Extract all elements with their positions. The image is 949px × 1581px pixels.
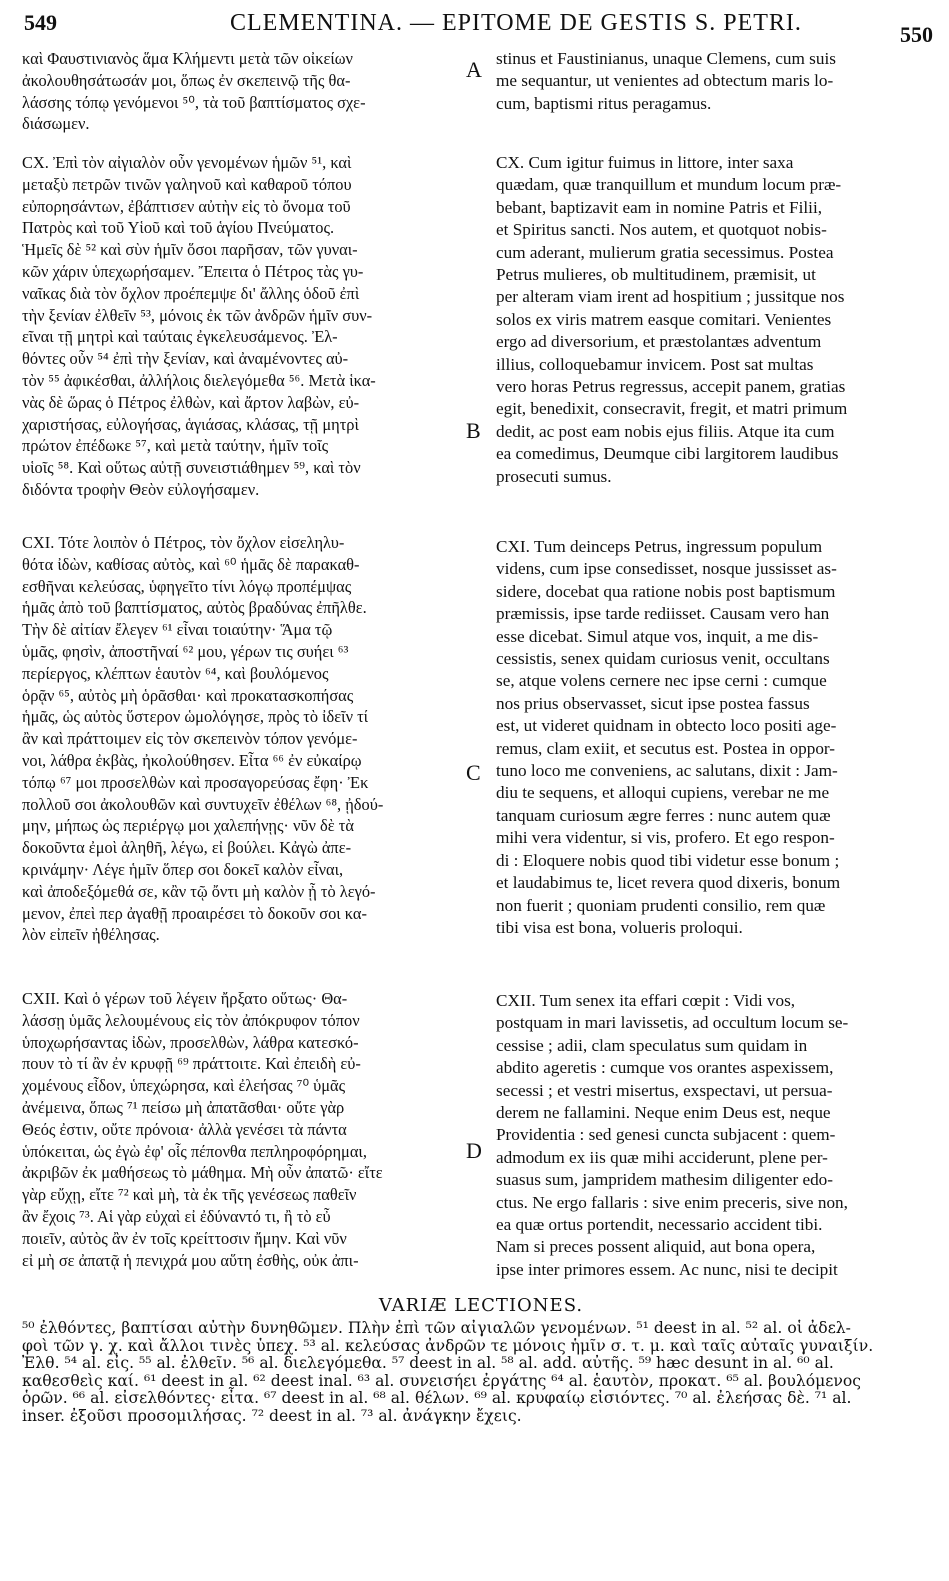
margin-letter-d: D — [466, 1138, 482, 1163]
variae-text: ⁵⁰ ἐλθόντες, βαπτίσαι αὐτὴν δυνηθῶμεν. Πλὴν ἐπὶ τῶν αἰγιαλῶν γενομένων. ⁵¹ deest in al. ⁵² al. οἱ ἀδελ- φοὶ τῶν γ. χ. καὶ ἄλλοι τινὲς ὑπεχ. ⁵³ al. κελεύσας ἀνδρῶν τε μόνοις ἡμῖν σ. τ. μ. καὶ ταῖς αὐταῖς γυναιξίν. Ἐλθ. ⁵⁴ al. εἰς. ⁵⁵ al. ἐλθεῖν. ⁵⁶ al. διελεγόμεθα. ⁵⁷ deest in al. ⁵⁸ al. add. αὐτῆς. ⁵⁹ hæc desunt in al. ⁶⁰ al. καθεσθεὶς καί. ⁶¹ deest in al. ⁶² deest inal. ⁶³ al. συνεισήει ἐργάτης ⁶⁴ al. ἑαυτὸν, προκατ. ⁶⁵ al. βουλόμενος ὁρῶν. ⁶⁶ al. εἰσελθόντες· εἶτα. ⁶⁷ deest in al. ⁶⁸ al. θέλων. ⁶⁹ al. κρυφαίῳ εἰσιόντες. ⁷⁰ al. ἐλεήσας δὲ. ⁷¹ al. inser. ἐξοῦσι προσομιλήσας. ⁷² deest in al. ⁷³ al. ἀνάγκην ἔχεις. — [22, 1319, 874, 1425]
greek-paragraph-cxi: CXI. Τότε λοιπὸν ὁ Πέτρος, τὸν ὄχλον εἰσεληλυ- θότα ἰδὼν, καθίσας αὐτὸς, καὶ ⁶⁰ ἡμᾶς δὲ παρακαθ- εσθῆναι κελεύσας, ὑφηγεῖτο τίνι λόγῳ προπέμψας ἡμᾶς ἀπὸ τοῦ βαπτίσματος, αὐτὸς βραδύνας ἐπῆλθε. Τὴν δὲ αἰτίαν ἔλεγεν ⁶¹ εἶναι τοιαύτην· Ἅμα τῷ ὑμᾶς, φησὶν, ἀποστῆναί ⁶² μου, γέρων τις συήει ⁶³ περίεργος, κλέπτων ἑαυτὸν ⁶⁴, καὶ βουλόμενος ὁρᾷν ⁶⁵, αὐτὸς μὴ ὁρᾶσθαι· καὶ προκατασκοπήσας ἡμᾶς, ὡς αὐτὸς ὕστερον ὡμολόγησε, πρὸς τὸ ἰδεῖν τί ἂν καὶ πράττοιμεν εἰς τὸν σκεπεινὸν τόπον γενόμε- νοι, λάθρα ἐκβὰς, ἠκολούθησεν. Εἶτα ⁶⁶ ἐν εὐκαίρῳ τόπῳ ⁶⁷ μοι προσελθὼν καὶ προσαγορεύσας ἔφη· Ἐκ πολλοῦ σοι ἀκολουθῶν καὶ συντυχεῖν ἐθέλων ⁶⁸, ᾐδού- μην, μήπως ὡς περιέργῳ μοι χαλεπήνῃς· νῦν δὲ τὰ δοκοῦντα ἐμοὶ ἀληθῆ, λέγω, εἰ βούλει. Κἀγὼ ἀπε- κρινάμην· Λέγε ἡμῖν ὅπερ σοι δοκεῖ καλὸν εἶναι, καὶ ἀποδεξόμεθά σε, κἂν τῷ ὄντι μὴ καλὸν ᾖ τὸ λεγό- μενον, ἐπεὶ περ ἀγαθῇ προαιρέσει τὸ δοκοῦν σοι κα- λὸν εἰπεῖν ἠθέλησας. — [22, 533, 384, 945]
margin-letter-b: B — [466, 418, 481, 443]
page-number-right: 550 — [900, 22, 933, 47]
variae-lectiones — [22, 1295, 940, 1426]
page-number-left: 549 — [24, 10, 57, 35]
page-header — [0, 0, 949, 50]
greek-paragraph-cx: CX. Ἐπὶ τὸν αἰγιαλὸν οὖν γενομένων ἡμῶν ⁵¹, καὶ μεταξὺ πετρῶν τινῶν γαληνοῦ καὶ καθαροῦ τόπου εὐπορησάντων, ἐβάπτισεν αὐτὴν εἰς τὸ ὄνομα τοῦ Πατρὸς καὶ τοῦ Υἱοῦ καὶ τοῦ ἁγίου Πνεύματος. Ἡμεῖς δὲ ⁵² καὶ σὺν ἡμῖν ὅσοι παρῆσαν, τῶν γυναι- κῶν χάριν ὑπεχωρήσαμεν. Ἔπειτα ὁ Πέτρος τὰς γυ- ναῖκας διὰ τὸν ὄχλον προέπεμψε δι' ἄλλης ὁδοῦ ἐπὶ τὴν ξενίαν ἐλθεῖν ⁵³, μόνοις ἐκ τῶν ἀνδρῶν ἡμῖν συν- εῖναι τῇ μητρὶ καὶ ταύταις ἐγκελευσάμενος. Ἐλ- θόντες οὖν ⁵⁴ ἐπὶ τὴν ξενίαν, καὶ ἀναμένοντες αὐ- τὸν ⁵⁵ ἀφικέσθαι, ἀλλήλοις διελεγόμεθα ⁵⁶. Μετὰ ἱκα- νὰς δὲ ὥρας ὁ Πέτρος ἐλθὼν, καὶ ἄρτον λαβὼν, εὐ- χαριστήσας, εὐλογήσας, ἁγιάσας, κλάσας, τῇ μητρὶ πρώτον ἐπέδωκε ⁵⁷, καὶ μετὰ ταύτην, ἡμῖν τοῖς υἱοῖς ⁵⁸. Καὶ οὕτως αὐτῇ συνειστιάθημεν ⁵⁹, καὶ τὸν διδόντα τροφὴν Θεὸν εὐλογήσαμεν. — [22, 153, 376, 499]
greek-paragraph: καὶ Φαυστινιανὸς ἅμα Κλήμεντι μετὰ τῶν οἰκείων ἀκολουθησάτωσάν μοι, ὅπως ἐν σκεπεινῷ τῆς θα- λάσσης τόπῳ γενόμενοι ⁵⁰, τὰ τοῦ βαπτίσματος σχε- διάσωμεν. — [22, 49, 366, 134]
latin-paragraph-cxii: CXII. Tum senex ita effari cœpit : Vidi vos, postquam in mari lavissetis, ad occultum locum se- cessise ; adii, clam speculatus sum quidam in abdito ageretis : cumque vos orantes aspexissem, secessi ; et vestri misertus, exspectavi, ut persua- derem ne fallamini. Neque enim Deus est, neque Providentia : sed genesi cuncta subjacent : quem- admodum ex iis quæ mihi acciderunt, plene per- suasus sum, jampridem mathesim diligenter edo- ctus. Ne ergo fallaris : sive enim preceris, sive non, ea quæ ortus portendit, necessario accident tibi. Nam si preces possent aliquid, aut bona opera, ipse inter primores essem. Ac nunc, nisi te decipit — [496, 991, 849, 1279]
running-title: CLEMENTINA. — EPITOME DE GESTIS S. PETRI. — [230, 10, 802, 36]
latin-paragraph-cx: CX. Cum igitur fuimus in littore, inter saxa quædam, quæ tranquillum et mundum locum præ- bebant, baptizavit eam in nomine Patris et Filii, et Spiritus sancti. Nos autem, et quotquot nobis- cum aderant, mulierum gratia secessimus. Postea Petrus mulieres, ob multitudinem, præmisit, ut per alteram viam irent ad hospitium ; jussitque nos solos ex viris matrem easque comitari. Venientes ergo ad diversorium, et præstolantæs adventum illius, colloquebamur invicem. Post sat multas vero horas Petrus regressus, accepit panem, gratias egit, benedixit, consecravit, fregit, et matri primum dedit, ac post eam nobis ejus filiis. Atque ita cum ea comedimus, Deumque cibi largitorem laudibus prosecuti sumus. — [496, 153, 848, 486]
greek-paragraph-cxii: CXII. Καὶ ὁ γέρων τοῦ λέγειν ἤρξατο οὕτως· Θα- λάσσῃ ὑμᾶς λελουμένους εἰς τὸν ἀπόκρυφον τόπον ὑποχωρήσαντας ἰδὼν, προσελθὼν, λάθρα κατεσκό- πουν τὸ τί ἂν ἐν κρυφῇ ⁶⁹ πράττοιτε. Καὶ ἐπειδὴ εὐ- χομένους εἶδον, ὑπεχώρησα, καὶ ἐλεήσας ⁷⁰ ὑμᾶς ἀνέμεινα, ὅπως ⁷¹ πείσω μὴ ἀπατᾶσθαι· οὔτε γὰρ Θεός ἐστιν, οὔτε πρόνοια· ἀλλὰ γενέσει τὰ πάντα ὑπόκειται, ὡς ἐγὼ ἐφ' οἷς πέπονθα πεπληροφόρημαι, ἀκριβῶν ἐκ μαθήσεως τὸ μάθημα. Μὴ οὖν ἀπατῶ· εἴτε γὰρ εὔχῃ, εἴτε ⁷² καὶ μὴ, τὰ ἐκ τῆς γενέσεως παθεῖν ἂν ἔχοις ⁷³. Αἱ γὰρ εὐχαὶ εἰ ἐδύναντό τι, ἢ τὸ εὖ ποιεῖν, αὐτὸς ἂν ἐν τοῖς κρείττοσιν ἤμην. Καὶ νῦν εἰ μὴ σε ἀπατᾷ ἡ πενιχρά μου αὕτη ἐσθὴς, οὐκ ἀπι- — [22, 989, 383, 1270]
latin-paragraph-cxi: CXI. Tum deinceps Petrus, ingressum populum videns, cum ipse consedisset, nosque jussisset as- sidere, docebat qua ratione nobis post baptismum præmissis, ipse tarde rediisset. Causam vero han esse dicebat. Simul atque vos, inquit, a me dis- cessistis, senex quidam curiosus venit, occultans se, atque volens cernere nec ipse cerni : cumque nos prius observasset, sicut ipse postea fassus est, ut videret quidnam in obtecto loco positi age- remus, clam exiit, et secutus est. Postea in oppor- tuno loco me conveniens, ac salutans, dixit : Jam- diu te sequens, et alloqui cupiens, verebar ne me tanquam curiosum ægre ferres : nunc autem quæ mihi vera videntur, si vis, profero. Et ego respon- di : Eloquere nobis quod tibi videtur esse bonum ; et laudabimus te, licet revera quod dixeris, bonum non fuerit ; quoniam prudenti consilio, rem quæ tibi visa est bona, volueris proloqui. — [496, 537, 841, 937]
margin-letter-c: C — [466, 760, 481, 785]
variae-title: VARIÆ LECTIONES. — [378, 1295, 584, 1316]
latin-paragraph: stinus et Faustinianus, unaque Clemens, cum suis me sequantur, ut venientes ad obtectum maris lo- cum, baptismi ritus peragamus. — [496, 49, 836, 113]
margin-letter-a: A — [466, 57, 482, 82]
